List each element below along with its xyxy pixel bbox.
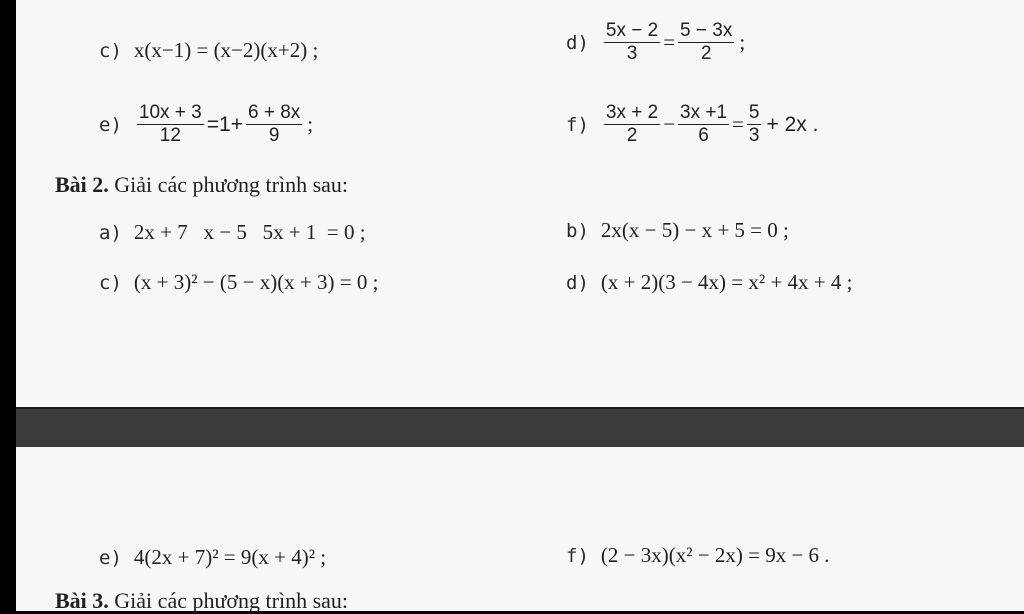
- numerator: 5x − 2: [605, 20, 659, 41]
- section-number: Bài 3.: [55, 588, 109, 613]
- exercise-1e: [99, 102, 313, 147]
- denominator: 3: [626, 43, 638, 64]
- item-label: e): [99, 113, 122, 136]
- item-label: d): [566, 31, 589, 54]
- section-number: Bài 2.: [55, 172, 109, 197]
- document-page: [16, 0, 1024, 611]
- equation: [601, 20, 745, 65]
- terminator: ;: [307, 112, 314, 136]
- item-label: d): [566, 271, 589, 294]
- denominator: 2: [700, 43, 712, 64]
- fraction: [678, 20, 734, 65]
- terminator: ;: [739, 30, 746, 54]
- terminator: + 2x .: [766, 112, 819, 136]
- equation: 2x(x − 5) − x + 5 = 0 ;: [600, 218, 789, 242]
- fraction: [678, 102, 729, 147]
- item-label: b): [566, 219, 589, 242]
- numerator: 6 + 8x: [247, 102, 301, 123]
- equation: 2x + 7 x − 5 5x + 1 = 0 ;: [133, 220, 366, 244]
- fraction: [246, 102, 302, 147]
- item-label: a): [99, 221, 122, 244]
- equation: [601, 102, 819, 147]
- equation: 4(2x + 7)² = 9(x + 4)² ;: [133, 545, 327, 569]
- exercise-2c: [99, 270, 378, 295]
- exercise-1c: [99, 38, 318, 63]
- item-label: c): [99, 39, 122, 62]
- denominator: 2: [626, 125, 638, 146]
- exercise-2e: [99, 545, 326, 570]
- item-label: e): [99, 546, 122, 569]
- section-heading-bai-3: [55, 588, 348, 614]
- exercise-1f: [566, 102, 818, 147]
- fraction: [747, 102, 762, 147]
- item-label: c): [99, 271, 122, 294]
- operator: =: [732, 112, 744, 136]
- numerator: 10x + 3: [138, 102, 202, 123]
- operator: =: [663, 30, 676, 54]
- section-text: Giải các phương trình sau:: [114, 172, 349, 197]
- numerator: 3x + 2: [605, 102, 659, 123]
- numerator: 5: [748, 102, 760, 123]
- exercise-2f: [566, 543, 830, 568]
- fraction: [604, 20, 660, 65]
- item-label: f): [566, 113, 589, 136]
- fraction: [137, 102, 204, 147]
- denominator: 9: [268, 125, 280, 146]
- section-heading-bai-2: [55, 172, 348, 198]
- numerator: 3x +1: [680, 102, 728, 123]
- equation: [134, 102, 313, 147]
- equation: (x + 3)² − (5 − x)(x + 3) = 0 ;: [133, 270, 379, 294]
- denominator: 6: [698, 125, 709, 146]
- operator: −: [663, 112, 676, 136]
- item-label: f): [566, 544, 589, 567]
- exercise-2a: [99, 220, 366, 245]
- equation: x(x−1) = (x−2)(x+2) ;: [133, 38, 319, 62]
- equation: (x + 2)(3 − 4x) = x² + 4x + 4 ;: [600, 270, 853, 294]
- denominator: 3: [748, 125, 760, 146]
- section-text: Giải các phương trình sau:: [114, 588, 349, 613]
- dark-band: [16, 409, 1024, 447]
- denominator: 12: [159, 125, 181, 146]
- equation: (2 − 3x)(x² − 2x) = 9x − 6 .: [600, 543, 830, 567]
- numerator: 5 − 3x: [680, 20, 733, 41]
- exercise-2b: [566, 218, 789, 243]
- operator: =1+: [206, 112, 243, 136]
- exercise-2d: [566, 270, 852, 295]
- exercise-1d: [566, 20, 745, 65]
- fraction: [604, 102, 660, 147]
